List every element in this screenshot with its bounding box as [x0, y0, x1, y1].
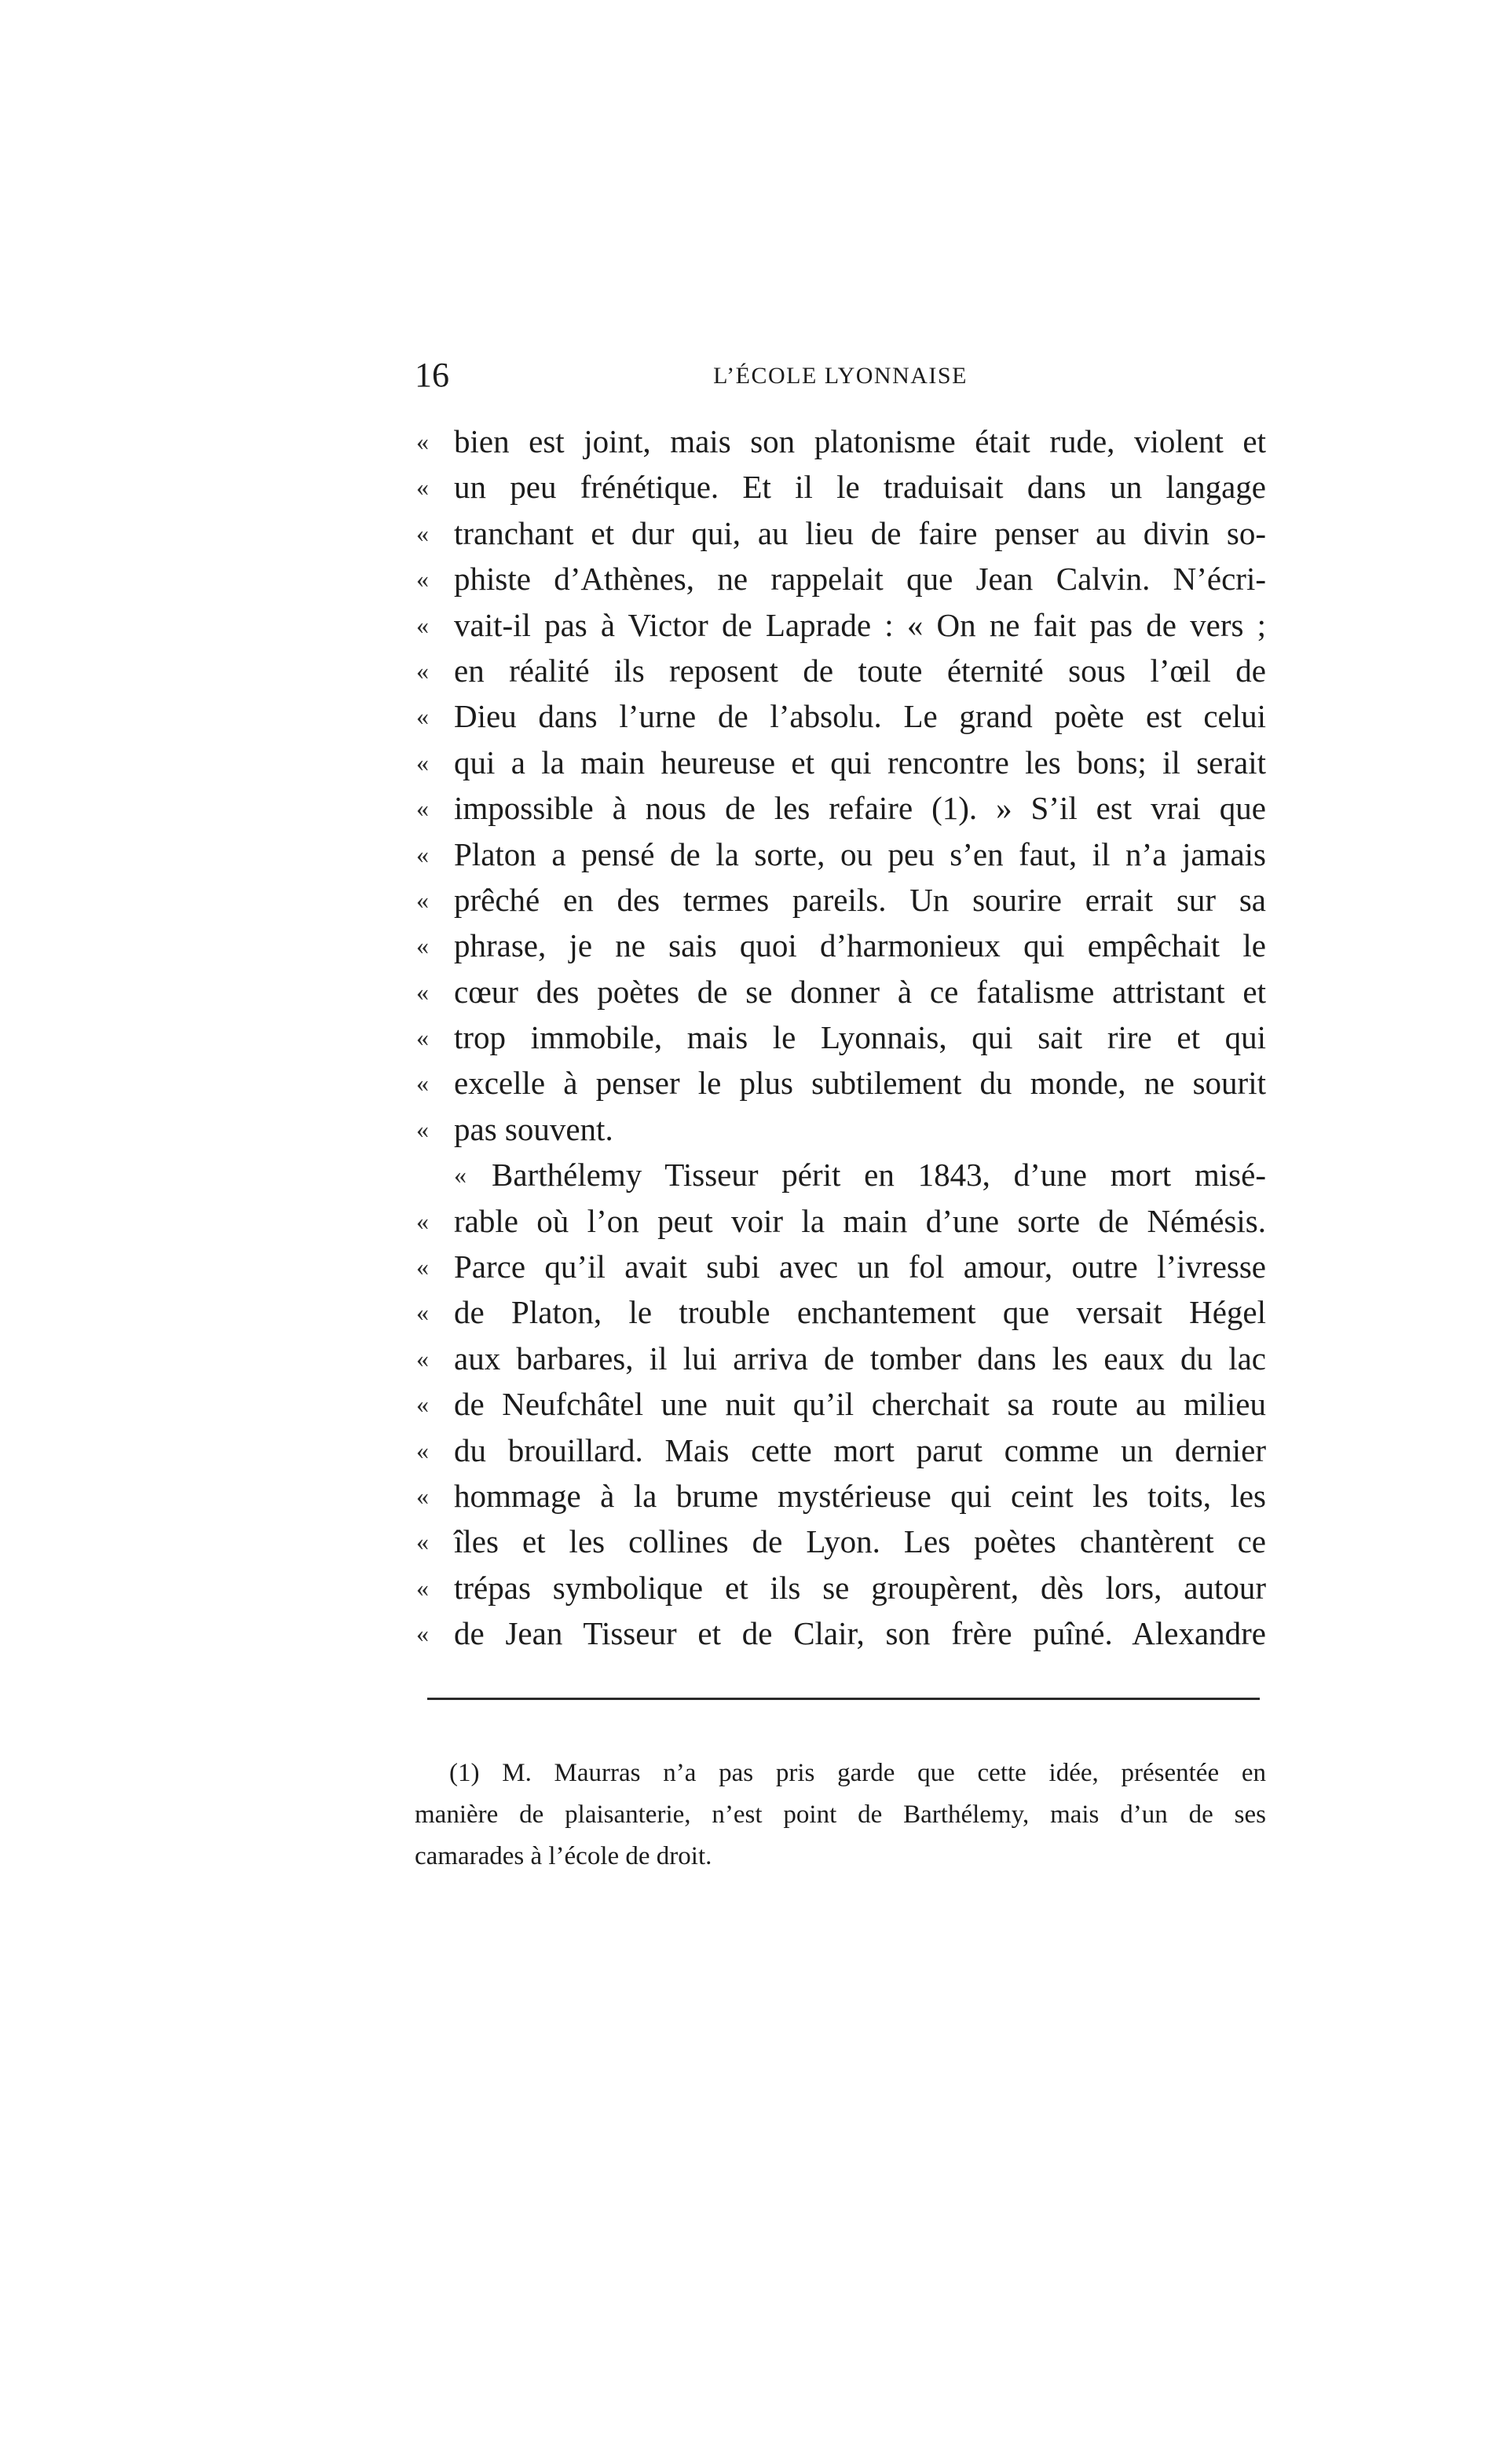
- line-text: trop immobile, mais le Lyonnais, qui sait rire et qui: [454, 1019, 1266, 1056]
- text-line: [416, 1565, 1266, 1610]
- text-line: [416, 969, 1266, 1014]
- line-text: Parce qu’il avait subi avec un fol amour, outre l’ivresse: [454, 1248, 1266, 1285]
- footnote-text: camarades à l’école de droit.: [415, 1842, 712, 1870]
- footnote: [415, 1753, 1266, 1877]
- line-text: du brouillard. Mais cette mort parut comme un dernier: [454, 1431, 1266, 1468]
- quote-mark: «: [416, 1114, 429, 1143]
- quote-mark: «: [416, 1481, 429, 1510]
- text-line: [416, 602, 1266, 648]
- line-text: cœur des poètes de se donner à ce fatalisme attristant et: [454, 973, 1266, 1010]
- line-text: de Platon, le trouble enchantement que versait Hégel: [454, 1294, 1266, 1331]
- quote-mark: «: [416, 885, 429, 914]
- text-line: [416, 1198, 1266, 1244]
- page-number: 16: [415, 356, 449, 394]
- quote-mark: «: [416, 473, 429, 502]
- quote-mark: «: [416, 702, 429, 731]
- line-text: qui a la main heureuse et qui rencontre les bons; il serait: [454, 744, 1266, 781]
- quote-mark: «: [416, 1344, 429, 1373]
- footnote-text: manière de plaisanterie, n’est point de Barthélemy, mais d’un de ses: [415, 1800, 1266, 1829]
- quote-mark: «: [416, 518, 429, 547]
- line-text: Barthélemy Tisseur périt en 1843, d’une mort misé-: [492, 1157, 1266, 1194]
- quote-mark: «: [416, 1252, 429, 1281]
- quote-mark: «: [416, 1527, 429, 1556]
- quote-mark: «: [416, 794, 429, 823]
- quote-mark: «: [416, 1619, 429, 1648]
- body-text: [416, 419, 1266, 1657]
- quote-mark: «: [416, 427, 429, 455]
- line-text: tranchant et dur qui, au lieu de faire penser au divin so-: [454, 514, 1266, 551]
- line-text: pas souvent.: [454, 1110, 613, 1147]
- text-line: [416, 1014, 1266, 1060]
- line-text: aux barbares, il lui arriva de tomber dans les eaux du lac: [454, 1340, 1266, 1376]
- line-text: Dieu dans l’urne de l’absolu. Le grand poète est celui: [454, 698, 1266, 735]
- text-line: [416, 1428, 1266, 1473]
- quote-mark: «: [416, 610, 429, 639]
- text-line: [416, 1152, 1266, 1197]
- text-line: [416, 785, 1266, 831]
- text-line: [416, 877, 1266, 923]
- line-text: phiste d’Athènes, ne rappelait que Jean Calvin. N’écri-: [454, 561, 1266, 598]
- text-line: [416, 1060, 1266, 1106]
- quote-mark: «: [416, 1390, 429, 1419]
- quote-mark: «: [416, 1069, 429, 1098]
- line-text: de Neufchâtel une nuit qu’il cherchait sa route au milieu: [454, 1386, 1266, 1423]
- text-line: [416, 832, 1266, 877]
- quote-mark: «: [454, 1161, 467, 1190]
- footnote-text: (1) M. Maurras n’a pas pris garde que cette idée, présentée en: [449, 1759, 1266, 1787]
- quote-mark: «: [416, 748, 429, 777]
- line-text: rable où l’on peut voir la main d’une sorte de Némésis.: [454, 1202, 1266, 1239]
- line-text: phrase, je ne sais quoi d’harmonieux qui empêchait le: [454, 927, 1266, 964]
- footnote-line: [415, 1836, 1266, 1877]
- quote-mark: «: [416, 931, 429, 960]
- text-line: [416, 1381, 1266, 1427]
- quote-mark: «: [416, 1298, 429, 1327]
- footnote-rule: [427, 1698, 1260, 1700]
- text-line: [416, 740, 1266, 785]
- text-line: [416, 510, 1266, 556]
- text-line: [416, 464, 1266, 510]
- text-line: [416, 693, 1266, 739]
- text-line: [416, 923, 1266, 968]
- text-line: [416, 556, 1266, 601]
- running-head: L’ÉCOLE LYONNAISE: [713, 363, 968, 389]
- line-text: vait-il pas à Victor de Laprade : « On ne fait pas de vers ;: [454, 606, 1266, 643]
- quote-mark: «: [416, 565, 429, 594]
- line-text: îles et les collines de Lyon. Les poètes chantèrent ce: [454, 1523, 1266, 1560]
- line-text: hommage à la brume mystérieuse qui ceint les toits, les: [454, 1477, 1266, 1514]
- text-line: [416, 1336, 1266, 1381]
- text-line: [416, 1519, 1266, 1564]
- line-text: un peu frénétique. Et il le traduisait dans un langage: [454, 469, 1266, 506]
- page-header: [415, 352, 1266, 399]
- quote-mark: «: [416, 839, 429, 868]
- quote-mark: «: [416, 1435, 429, 1464]
- text-line: [416, 1289, 1266, 1335]
- text-line: [416, 1244, 1266, 1289]
- footnote-line: [415, 1753, 1266, 1794]
- text-line: [416, 419, 1266, 464]
- quote-mark: «: [416, 1573, 429, 1602]
- text-line: [416, 1610, 1266, 1656]
- line-text: excelle à penser le plus subtilement du monde, ne sourit: [454, 1065, 1266, 1102]
- line-text: Platon a pensé de la sorte, ou peu s’en faut, il n’a jamais: [454, 835, 1266, 872]
- text-line: [416, 648, 1266, 693]
- line-text: impossible à nous de les refaire (1). » S’il est vrai que: [454, 790, 1266, 827]
- line-text: prêché en des termes pareils. Un sourire errait sur sa: [454, 881, 1266, 918]
- line-text: trépas symbolique et ils se groupèrent, dès lors, autour: [454, 1569, 1266, 1606]
- footnote-line: [415, 1794, 1266, 1836]
- line-text: de Jean Tisseur et de Clair, son frère puîné. Alexandre: [454, 1615, 1266, 1652]
- quote-mark: «: [416, 656, 429, 685]
- quote-mark: «: [416, 977, 429, 1006]
- text-line: [416, 1473, 1266, 1519]
- line-text: bien est joint, mais son platonisme était rude, violent et: [454, 423, 1266, 459]
- text-line: [416, 1106, 1266, 1152]
- quote-mark: «: [416, 1206, 429, 1235]
- quote-mark: «: [416, 1023, 429, 1052]
- line-text: en réalité ils reposent de toute éternité sous l’œil de: [454, 652, 1266, 689]
